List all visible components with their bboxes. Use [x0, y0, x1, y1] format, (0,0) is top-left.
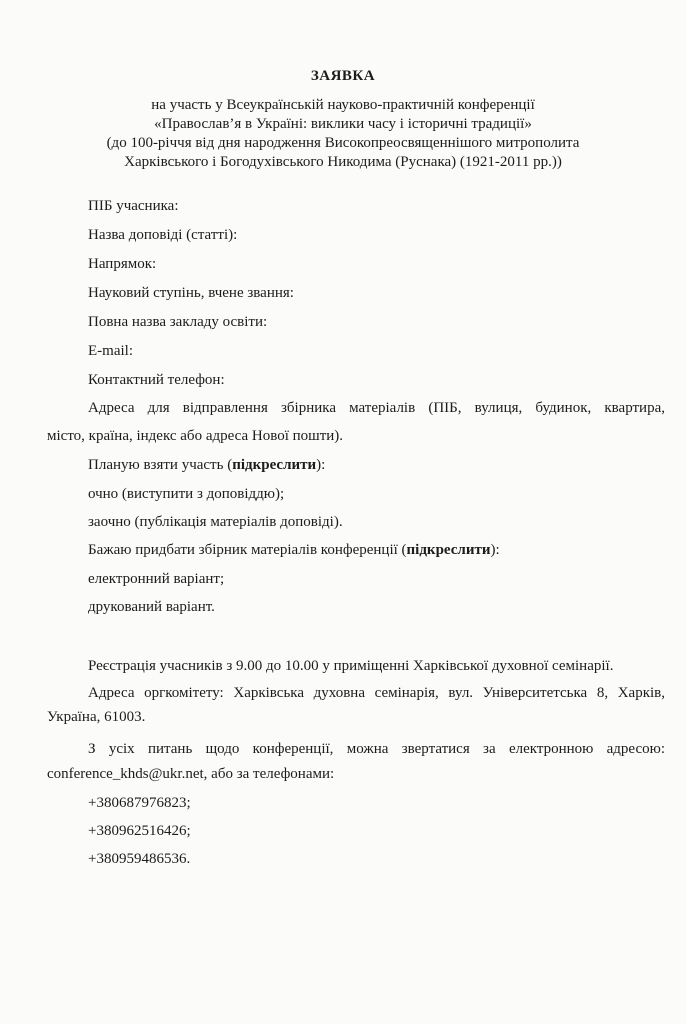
- participation-suffix: ):: [316, 457, 326, 473]
- field-degree-label: Науковий ступінь, вчене звання:: [88, 285, 294, 301]
- participation-prompt: [88, 456, 325, 475]
- registration-info: Реєстрація учасників з 9.00 до 10.00 у приміщенні Харківської духовної семінарії.: [88, 658, 614, 674]
- address-paragraph-line2: місто, країна, індекс або адреса Нової пошти).: [47, 428, 344, 444]
- participation-bold: підкреслити: [232, 457, 317, 473]
- collection-option-printed: друкований варіант.: [88, 599, 215, 615]
- contact-phone: +380962516426;: [88, 823, 191, 839]
- contacts-email-line: conference_khds@ukr.net, або за телефонами:: [47, 766, 335, 782]
- contacts-line1: З усіх питань щодо конференції, можна звертатися за електронною адресою:: [88, 741, 665, 757]
- header-line: «Православ’я в Україні: виклики часу і історичні традиції»: [154, 116, 532, 132]
- org-address-line1: Адреса оргкомітету: Харківська духовна семінарія, вул. Університетська 8, Харків,: [88, 685, 665, 701]
- address-paragraph-line1: Адреса для відправлення збірника матеріалів (ПІБ, вулиця, будинок, квартира,: [88, 400, 665, 416]
- field-report-title-label: Назва доповіді (статті):: [88, 227, 238, 243]
- collection-option-electronic: електронний варіант;: [88, 571, 225, 587]
- collection-prefix: Бажаю придбати збірник матеріалів конференції (: [88, 542, 407, 558]
- contact-phone: +380687976823;: [88, 795, 191, 811]
- participation-prefix: Планую взяти участь (: [88, 457, 233, 473]
- participation-option-remote: заочно (публікація матеріалів доповіді).: [88, 514, 343, 530]
- field-email-label: E-mail:: [88, 343, 133, 359]
- header-line: на участь у Всеукраїнській науково-практичній конференції: [151, 97, 535, 113]
- collection-suffix: ):: [490, 542, 500, 558]
- contact-phone: +380959486536.: [88, 851, 191, 867]
- conference-header: [0, 96, 686, 172]
- header-line: Харківського і Богодухівського Никодима (Руснака) (1921-2011 рр.)): [124, 154, 562, 170]
- collection-bold: підкреслити: [406, 542, 491, 558]
- document-title: ЗАЯВКА: [310, 68, 376, 84]
- header-line: (до 100-річчя від дня народження Високопреосвященнішого митрополита: [106, 135, 580, 151]
- field-institution-label: Повна назва закладу освіти:: [88, 314, 268, 330]
- field-name-label: ПІБ учасника:: [88, 198, 179, 214]
- field-direction-label: Напрямок:: [88, 256, 157, 272]
- collection-prompt: [88, 541, 500, 560]
- field-phone-label: Контактний телефон:: [88, 372, 225, 388]
- participation-option-inperson: очно (виступити з доповіддю);: [88, 486, 285, 502]
- org-address-line2: Україна, 61003.: [47, 709, 146, 725]
